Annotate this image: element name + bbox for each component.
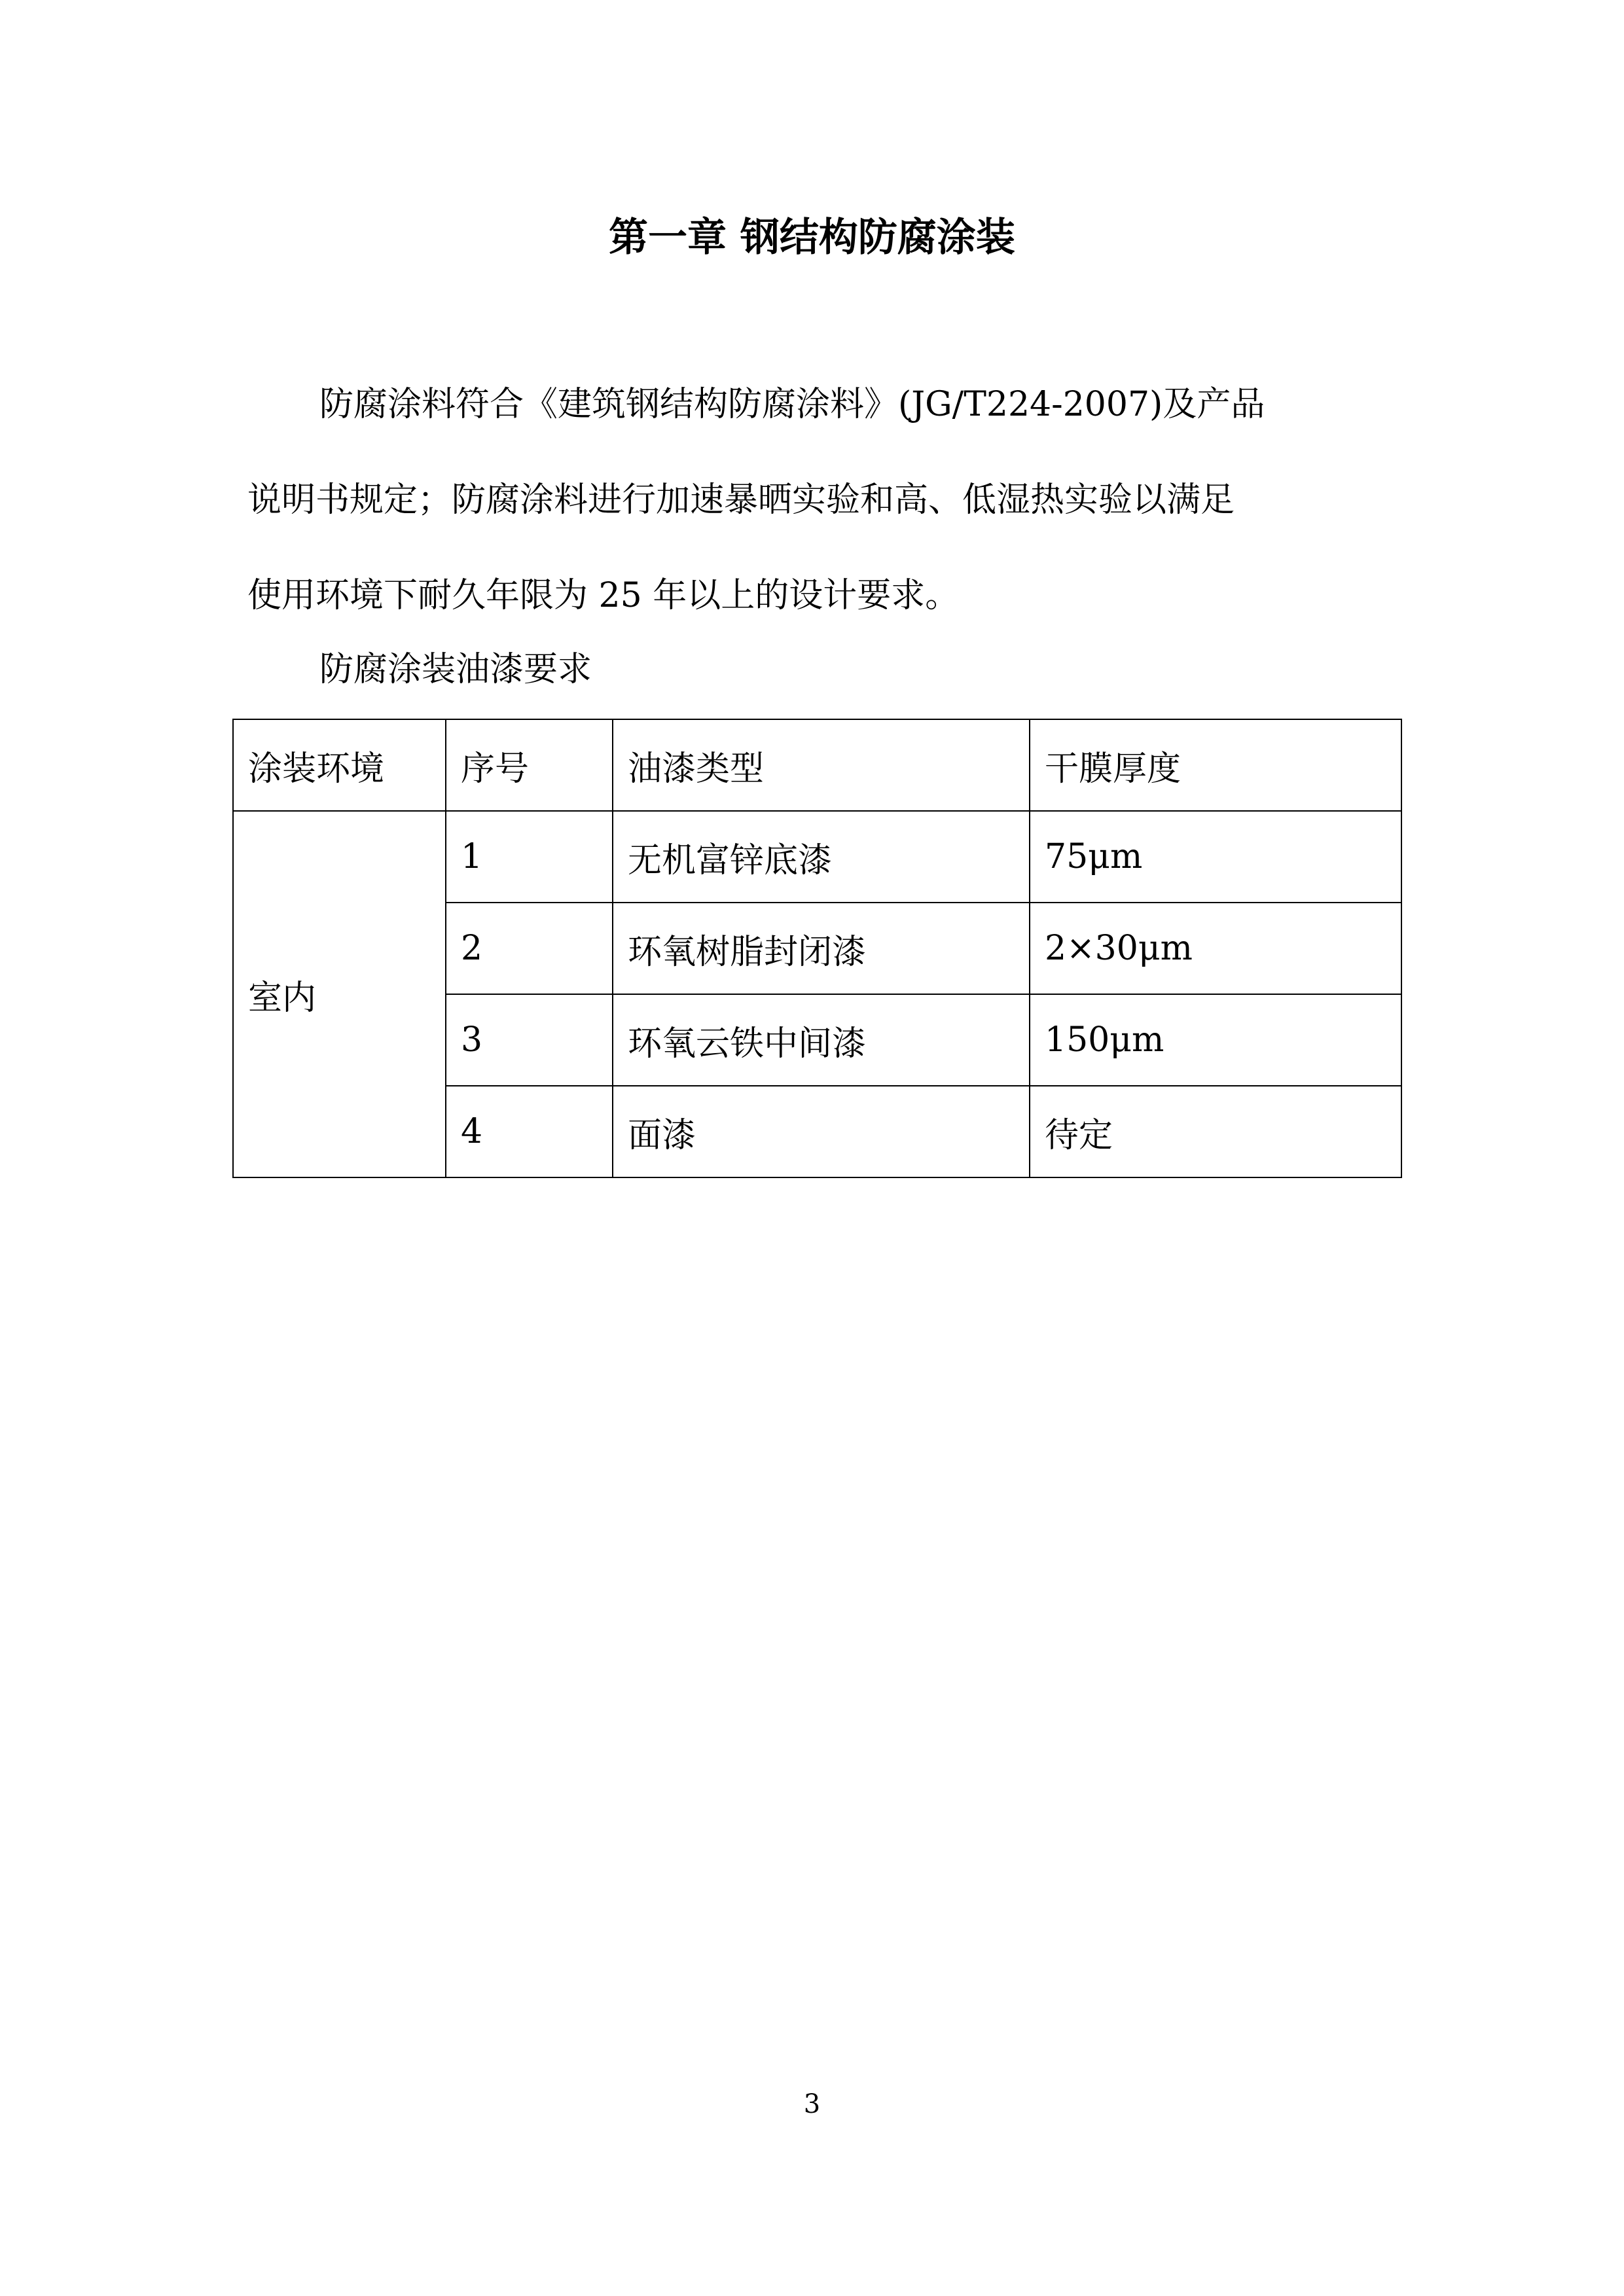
header-environment: 涂装环境 — [233, 719, 446, 811]
sequence-cell: 4 — [446, 1086, 613, 1177]
sequence-cell: 1 — [446, 811, 613, 903]
page-number: 3 — [803, 2089, 821, 2119]
paint-type-cell: 面漆 — [613, 1086, 1030, 1177]
thickness-cell: 150μm — [1030, 994, 1401, 1086]
page-title: 第一章 钢结构防腐涂装 — [609, 215, 1015, 260]
paragraph-line: 说明书规定；防腐涂料进行加速暴晒实验和高、低湿热实验以满足 — [247, 480, 1235, 520]
table-caption: 防腐涂装油漆要求 — [319, 650, 592, 689]
header-sequence: 序号 — [446, 719, 613, 811]
paragraph-line: 使用环境下耐久年限为 25 年以上的设计要求。 — [247, 576, 960, 615]
table-row — [233, 811, 1401, 903]
thickness-cell: 2×30μm — [1030, 903, 1401, 994]
sequence-cell: 2 — [446, 903, 613, 994]
table-header-row — [233, 719, 1401, 811]
paint-type-cell: 环氧树脂封闭漆 — [613, 903, 1030, 994]
coating-requirements-table — [232, 719, 1402, 1178]
header-dry-film-thickness: 干膜厚度 — [1030, 719, 1401, 811]
body-paragraph — [247, 357, 1380, 643]
sequence-cell: 3 — [446, 994, 613, 1086]
header-paint-type: 油漆类型 — [613, 719, 1030, 811]
paint-type-cell: 无机富锌底漆 — [613, 811, 1030, 903]
paragraph-line: 防腐涂料符合《建筑钢结构防腐涂料》(JG/T224-2007)及产品 — [319, 385, 1265, 424]
environment-cell: 室内 — [233, 811, 446, 1177]
thickness-cell: 75μm — [1030, 811, 1401, 903]
paint-type-cell: 环氧云铁中间漆 — [613, 994, 1030, 1086]
thickness-cell: 待定 — [1030, 1086, 1401, 1177]
